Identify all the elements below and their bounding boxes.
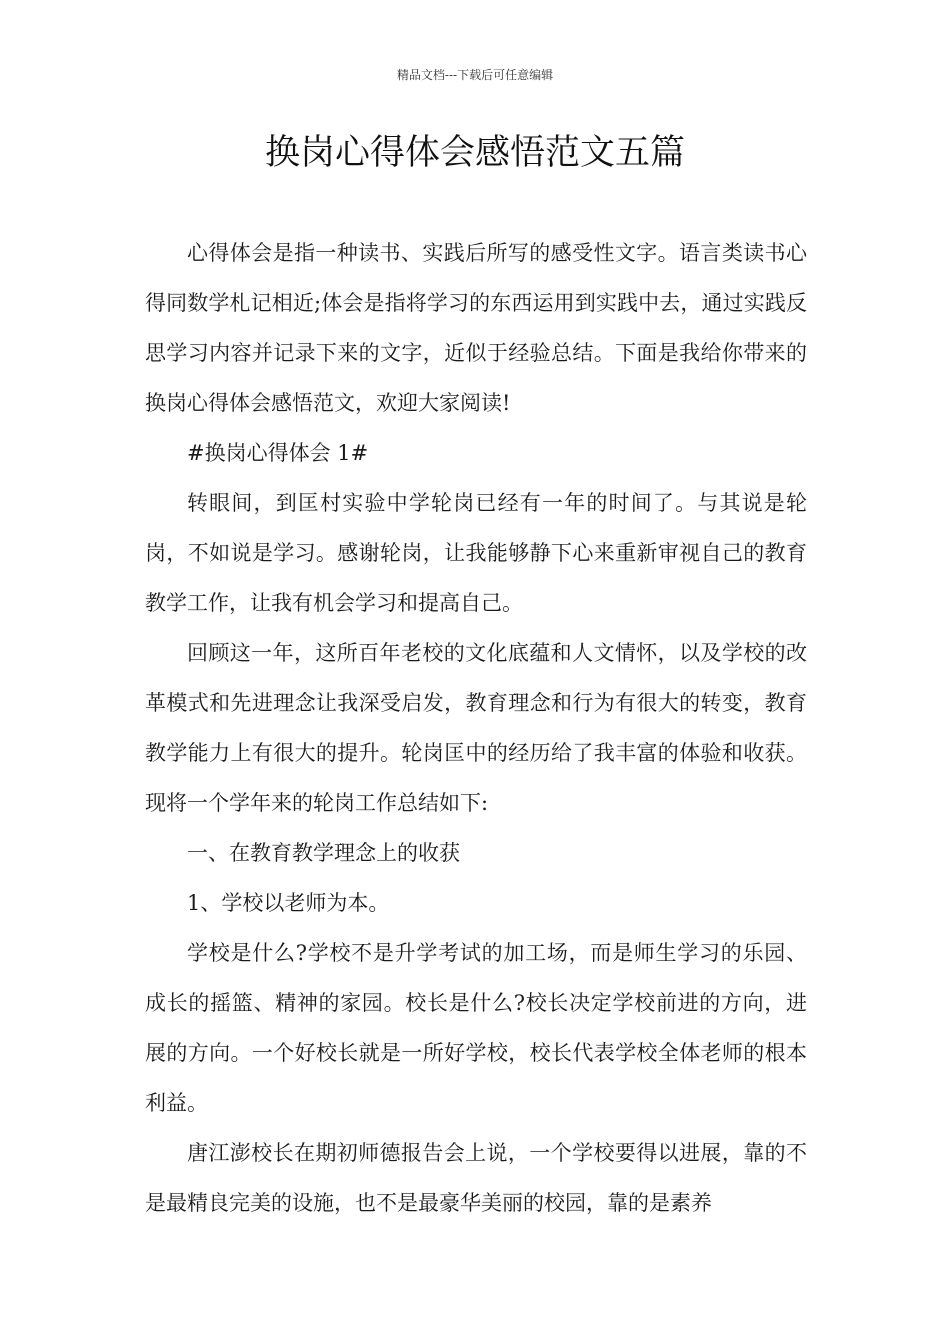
paragraph: 转眼间，到匡村实验中学轮岗已经有一年的时间了。与其说是轮岗，不如说是学习。感谢轮岗，让我能够静下心来重新审视自己的教育教学工作，让我有机会学习和提高自己。: [145, 491, 807, 615]
section-heading: #换岗心得体会 1#: [187, 441, 369, 465]
paragraph-intro: 心得体会是指一种读书、实践后所写的感受性文字。语言类读书心得同数学札记相近;体会是指将学习的东西运用到实践中去，通过实践反思学习内容并记录下来的文字，近似于经验总结。下面是我给你带来的换岗心得体会感悟范文，欢迎大家阅读!: [145, 241, 807, 415]
subheading: 一、在教育教学理念上的收获: [187, 841, 460, 865]
paragraph: 学校是什么?学校不是升学考试的加工场，而是师生学习的乐园、成长的摇篮、精神的家园。校长是什么?校长决定学校前进的方向，进展的方向。一个好校长就是一所好学校，校长代表学校全体老师的根本利益。: [145, 941, 807, 1115]
paragraph: 唐江澎校长在期初师德报告会上说，一个学校要得以进展，靠的不是最精良完美的设施，也不是最豪华美丽的校园，靠的是素养: [145, 1141, 807, 1215]
document-body: [145, 228, 807, 1228]
list-item: 1、学校以老师为本。: [187, 891, 390, 915]
paragraph: 回顾这一年，这所百年老校的文化底蕴和人文情怀，以及学校的改革模式和先进理念让我深受启发，教育理念和行为有很大的转变，教育教学能力上有很大的提升。轮岗匡中的经历给了我丰富的体验和收获。现将一个学年来的轮岗工作总结如下:: [145, 641, 807, 815]
document-title: 换岗心得体会感悟范文五篇: [264, 133, 685, 173]
header-note: 精品文档---下载后可任意编辑: [396, 68, 554, 82]
